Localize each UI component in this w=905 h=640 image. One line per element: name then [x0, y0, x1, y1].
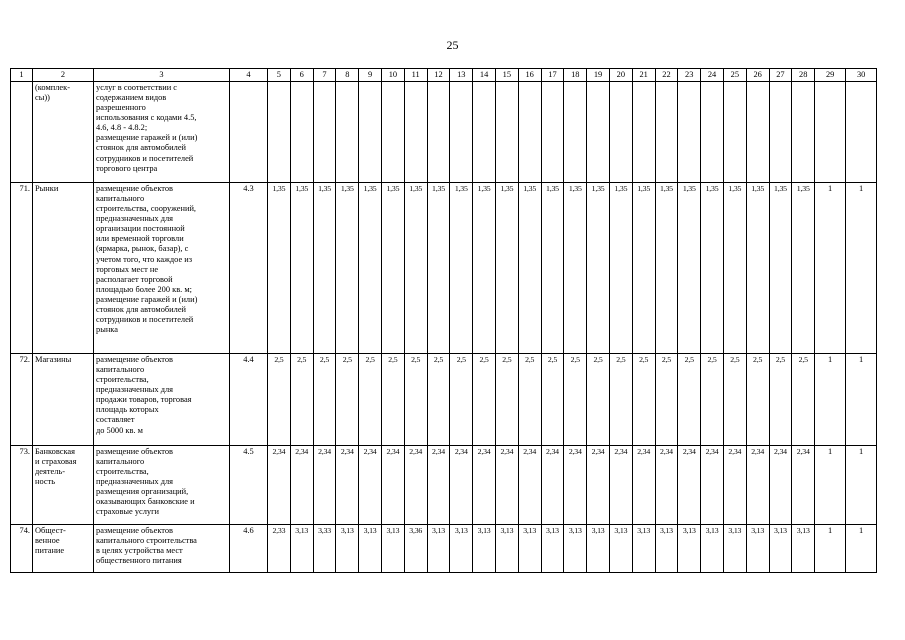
classifier-code: 4.5	[230, 446, 268, 525]
permitted-use-name: Общест- венное питание	[33, 525, 94, 573]
permitted-use-name: Банковская и страховая деятель- ность	[33, 446, 94, 525]
coefficient-cell	[769, 82, 792, 183]
coefficient-cell	[746, 82, 769, 183]
coefficient-cell: 2,34	[587, 446, 610, 525]
coefficient-cell: 1,35	[655, 183, 678, 354]
row-number: 74.	[11, 525, 33, 573]
coefficient-cell: 2,5	[792, 354, 815, 446]
coefficient-cell: 2,34	[404, 446, 427, 525]
coefficient-cell	[381, 82, 404, 183]
classifier-code	[230, 82, 268, 183]
coefficient-cell	[564, 82, 587, 183]
permitted-use-description: размещение объектов капитального строительства в целях устройства мест общественного питания	[94, 525, 230, 573]
coefficient-cell: 1,35	[678, 183, 701, 354]
header-cell: 28	[792, 69, 815, 82]
coefficient-cell: 1,35	[632, 183, 655, 354]
permitted-use-description: размещение объектов капитального строительства, предназначенных для продажи товаров, торговая площадь которых составляет до 5000 кв. м	[94, 354, 230, 446]
coefficient-cell: 2,34	[792, 446, 815, 525]
coefficient-cell: 3,13	[564, 525, 587, 573]
coefficient-cell: 1,35	[769, 183, 792, 354]
header-cell: 29	[815, 69, 846, 82]
permitted-use-description: размещение объектов капитального строительства, сооружений, предназначенных для организации постоянной или временной торговли (ярмарка, рынок, базар), с учетом того, что каждое из торговых мест не располагает торговой площадью более 200 кв. м; размещение гаражей и (или) стоянок для автомобилей сотрудников и посетителей рынка	[94, 183, 230, 354]
coefficient-30: 1	[846, 446, 877, 525]
coefficient-cell: 2,34	[518, 446, 541, 525]
coefficient-cell: 3,36	[404, 525, 427, 573]
header-cell: 22	[655, 69, 678, 82]
coefficient-29: 1	[815, 354, 846, 446]
header-cell: 11	[404, 69, 427, 82]
coefficient-cell: 1,35	[746, 183, 769, 354]
coefficient-cell: 2,34	[290, 446, 313, 525]
coefficient-cell: 2,34	[381, 446, 404, 525]
coefficient-cell: 2,34	[769, 446, 792, 525]
coefficient-30: 1	[846, 354, 877, 446]
table-row	[11, 82, 877, 183]
coefficient-cell	[404, 82, 427, 183]
coefficient-cell: 2,34	[655, 446, 678, 525]
permitted-use-name: Магазины	[33, 354, 94, 446]
coefficient-cell: 1,35	[495, 183, 518, 354]
coefficient-cell: 2,34	[564, 446, 587, 525]
table-row	[11, 354, 877, 446]
coefficient-cell: 1,35	[313, 183, 336, 354]
coefficient-cell	[268, 82, 291, 183]
header-cell: 12	[427, 69, 450, 82]
coefficient-cell: 2,33	[268, 525, 291, 573]
coefficient-cell: 3,13	[723, 525, 746, 573]
coefficient-cell: 3,13	[609, 525, 632, 573]
classifier-code: 4.3	[230, 183, 268, 354]
coefficient-cell	[632, 82, 655, 183]
coefficient-cell: 3,13	[701, 525, 724, 573]
header-cell: 4	[230, 69, 268, 82]
coefficient-cell: 3,33	[313, 525, 336, 573]
coefficient-cell: 3,13	[769, 525, 792, 573]
coefficient-30: 1	[846, 183, 877, 354]
coefficient-30	[846, 82, 877, 183]
coefficient-cell: 2,34	[495, 446, 518, 525]
coefficient-cell: 1,35	[359, 183, 382, 354]
header-cell: 30	[846, 69, 877, 82]
coefficient-cell: 3,13	[746, 525, 769, 573]
coefficient-cell: 3,13	[632, 525, 655, 573]
coefficient-cell	[701, 82, 724, 183]
coefficient-29: 1	[815, 183, 846, 354]
coefficient-cell	[359, 82, 382, 183]
coefficient-cell: 2,34	[450, 446, 473, 525]
coefficient-cell	[313, 82, 336, 183]
coefficient-cell: 3,13	[541, 525, 564, 573]
coefficient-cell: 3,13	[518, 525, 541, 573]
coefficient-cell: 1,35	[723, 183, 746, 354]
row-number: 73.	[11, 446, 33, 525]
header-cell: 9	[359, 69, 382, 82]
header-cell: 20	[609, 69, 632, 82]
coefficient-cell: 2,5	[541, 354, 564, 446]
coefficient-cell: 3,13	[427, 525, 450, 573]
header-cell: 6	[290, 69, 313, 82]
coefficient-cell: 2,34	[723, 446, 746, 525]
coefficient-cell: 2,5	[769, 354, 792, 446]
coefficient-cell: 3,13	[678, 525, 701, 573]
header-cell: 2	[33, 69, 94, 82]
coefficient-cell: 2,5	[655, 354, 678, 446]
coefficient-cell: 3,13	[587, 525, 610, 573]
header-cell: 14	[473, 69, 496, 82]
coefficient-cell: 2,34	[678, 446, 701, 525]
coefficient-cell	[609, 82, 632, 183]
coefficient-cell: 1,35	[701, 183, 724, 354]
coefficient-cell: 3,13	[473, 525, 496, 573]
header-cell: 24	[701, 69, 724, 82]
table-row	[11, 446, 877, 525]
table-row	[11, 183, 877, 354]
permitted-use-description: услуг в соответствии с содержанием видов разрешенного использования с кодами 4.5, 4.6, 4.8 - 4.8.2; размещение гаражей и (или) стоянок для автомобилей сотрудников и посетителей торгового центра	[94, 82, 230, 183]
header-cell: 8	[336, 69, 359, 82]
rates-table-body	[11, 69, 877, 573]
coefficient-cell	[336, 82, 359, 183]
coefficient-cell: 3,13	[290, 525, 313, 573]
header-cell: 19	[587, 69, 610, 82]
coefficient-cell: 1,35	[427, 183, 450, 354]
coefficient-cell: 2,5	[632, 354, 655, 446]
coefficient-cell: 1,35	[336, 183, 359, 354]
coefficient-cell	[587, 82, 610, 183]
coefficient-cell: 1,35	[792, 183, 815, 354]
coefficient-cell: 2,5	[450, 354, 473, 446]
coefficient-29	[815, 82, 846, 183]
permitted-use-description: размещение объектов капитального строительства, предназначенных для размещения организаций, оказывающих банковские и страховые услуги	[94, 446, 230, 525]
header-cell: 7	[313, 69, 336, 82]
coefficient-cell: 2,5	[678, 354, 701, 446]
coefficient-cell: 3,13	[450, 525, 473, 573]
coefficient-cell: 3,13	[359, 525, 382, 573]
row-number: 71.	[11, 183, 33, 354]
coefficient-cell	[427, 82, 450, 183]
header-cell: 13	[450, 69, 473, 82]
coefficient-cell: 3,13	[381, 525, 404, 573]
coefficient-cell: 3,13	[792, 525, 815, 573]
classifier-code: 4.4	[230, 354, 268, 446]
coefficient-cell	[518, 82, 541, 183]
coefficient-cell: 2,5	[359, 354, 382, 446]
coefficient-cell: 2,34	[746, 446, 769, 525]
coefficient-cell: 1,35	[268, 183, 291, 354]
coefficient-cell: 2,34	[473, 446, 496, 525]
header-cell: 3	[94, 69, 230, 82]
header-cell: 1	[11, 69, 33, 82]
coefficient-cell: 2,5	[518, 354, 541, 446]
header-row	[11, 69, 877, 82]
coefficient-cell	[678, 82, 701, 183]
coefficient-cell	[723, 82, 746, 183]
coefficient-cell: 2,5	[723, 354, 746, 446]
coefficient-cell: 1,35	[473, 183, 496, 354]
coefficient-cell: 3,13	[655, 525, 678, 573]
coefficient-cell: 1,35	[404, 183, 427, 354]
header-cell: 10	[381, 69, 404, 82]
coefficient-cell: 2,34	[701, 446, 724, 525]
coefficient-cell	[290, 82, 313, 183]
coefficient-cell: 2,34	[268, 446, 291, 525]
coefficient-cell: 2,5	[473, 354, 496, 446]
coefficient-cell: 2,5	[404, 354, 427, 446]
header-cell: 5	[268, 69, 291, 82]
page-number: 25	[446, 38, 459, 52]
coefficient-cell: 2,34	[313, 446, 336, 525]
coefficient-cell: 2,34	[541, 446, 564, 525]
permitted-use-name: Рынки	[33, 183, 94, 354]
coefficient-cell: 1,35	[450, 183, 473, 354]
coefficient-cell: 3,13	[495, 525, 518, 573]
coefficient-cell	[473, 82, 496, 183]
header-cell: 23	[678, 69, 701, 82]
header-cell: 18	[564, 69, 587, 82]
header-cell: 16	[518, 69, 541, 82]
coefficient-cell: 1,35	[290, 183, 313, 354]
coefficient-cell	[792, 82, 815, 183]
coefficient-cell: 2,34	[632, 446, 655, 525]
coefficient-cell: 2,5	[381, 354, 404, 446]
coefficient-cell: 2,5	[746, 354, 769, 446]
coefficient-cell: 2,34	[427, 446, 450, 525]
header-cell: 21	[632, 69, 655, 82]
coefficient-cell	[450, 82, 473, 183]
coefficient-cell	[541, 82, 564, 183]
coefficient-cell: 2,5	[701, 354, 724, 446]
permitted-use-name: (комплек- сы))	[33, 82, 94, 183]
coefficient-cell: 2,34	[359, 446, 382, 525]
table-row	[11, 525, 877, 573]
coefficient-cell: 1,35	[381, 183, 404, 354]
coefficient-cell	[495, 82, 518, 183]
coefficient-cell: 1,35	[541, 183, 564, 354]
coefficient-cell: 2,5	[587, 354, 610, 446]
coefficient-cell: 2,5	[290, 354, 313, 446]
coefficient-cell: 2,34	[609, 446, 632, 525]
coefficient-cell: 1,35	[587, 183, 610, 354]
coefficient-cell: 2,34	[336, 446, 359, 525]
row-number: 72.	[11, 354, 33, 446]
coefficient-cell: 3,13	[336, 525, 359, 573]
coefficient-cell: 1,35	[609, 183, 632, 354]
coefficient-29: 1	[815, 446, 846, 525]
coefficient-cell: 2,5	[313, 354, 336, 446]
coefficient-cell: 2,5	[427, 354, 450, 446]
header-cell: 17	[541, 69, 564, 82]
coefficient-30: 1	[846, 525, 877, 573]
row-number	[11, 82, 33, 183]
header-cell: 27	[769, 69, 792, 82]
header-cell: 25	[723, 69, 746, 82]
coefficient-cell: 2,5	[336, 354, 359, 446]
coefficient-29: 1	[815, 525, 846, 573]
coefficient-cell: 2,5	[609, 354, 632, 446]
classifier-code: 4.6	[230, 525, 268, 573]
coefficient-cell: 2,5	[564, 354, 587, 446]
coefficient-cell: 2,5	[268, 354, 291, 446]
coefficient-cell	[655, 82, 678, 183]
header-cell: 15	[495, 69, 518, 82]
coefficient-cell: 1,35	[564, 183, 587, 354]
coefficient-cell: 2,5	[495, 354, 518, 446]
coefficient-cell: 1,35	[518, 183, 541, 354]
rates-table	[10, 68, 877, 573]
header-cell: 26	[746, 69, 769, 82]
